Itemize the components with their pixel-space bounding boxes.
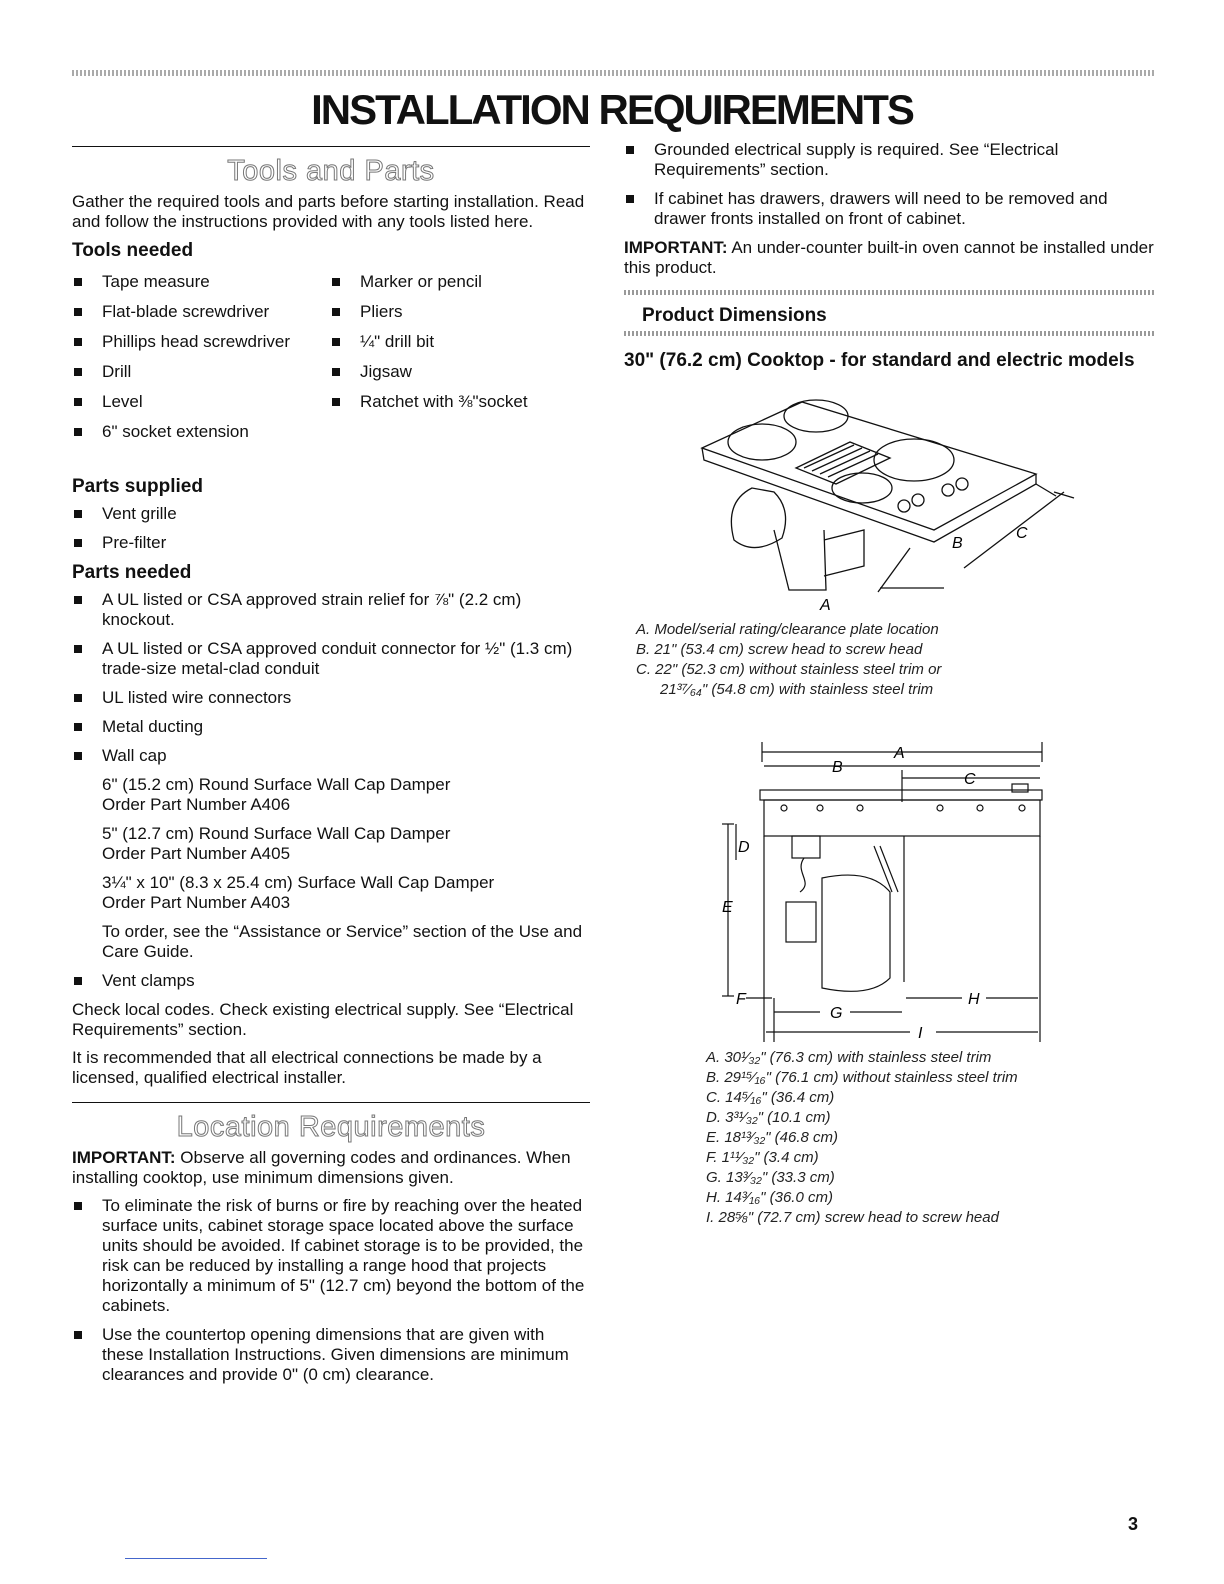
fig2-label-d: D <box>738 839 750 856</box>
caption-line: C. 22" (52.3 cm) without stainless steel trim or <box>636 661 942 678</box>
cooktop-isometric-diagram <box>624 380 1156 620</box>
control-knob <box>912 494 924 506</box>
dotted-rule <box>624 290 1156 295</box>
wallcap-name: 3¼" x 10" (8.3 x 25.4 cm) Surface Wall Cap Damper <box>102 873 495 892</box>
burner-rear-left <box>784 400 848 432</box>
fig1-label-a: A <box>820 597 831 614</box>
fig2-label-f: F <box>736 991 746 1008</box>
order-note: To order, see the “Assistance or Service” section of the Use and Care Guide. <box>102 922 583 961</box>
cooktop-edge <box>702 448 1036 542</box>
electrical-list <box>624 140 1156 229</box>
wire <box>800 858 805 892</box>
caption-line: E. 18¹³⁄₃₂" (46.8 cm) <box>706 1129 839 1146</box>
list-item: Metal ducting <box>72 717 590 737</box>
list-item: Pre-filter <box>72 533 590 553</box>
list-item: Drill <box>72 362 330 382</box>
wallcap-option <box>102 824 590 864</box>
caption-line: B. 21" (53.4 cm) screw head to screw head <box>636 641 923 658</box>
cooktop-body <box>764 800 1040 836</box>
mounting-bracket <box>824 530 864 576</box>
tools-needed-heading: Tools needed <box>72 240 194 261</box>
wallcap-option <box>102 775 590 815</box>
fig1-label-c: C <box>1016 525 1028 542</box>
list-item: A UL listed or CSA approved strain relief for ⅞" (2.2 cm) knockout. <box>72 590 590 630</box>
list-item: UL listed wire connectors <box>72 688 590 708</box>
list-item: ¼" drill bit <box>330 332 588 352</box>
section-rule <box>72 1102 590 1103</box>
list-item: To eliminate the risk of burns or fire by reaching over the heated surface units, cabinet storage space located above the surface units should be avoided. If cabinet storage is to be provided, the risk can be reduced by installing a range hood that projects horizontally a minimum of 5" (12.7 cm) beyond the bottom of the cabinets. <box>72 1196 590 1316</box>
burner-front-right <box>832 473 892 503</box>
list-item: Flat-blade screwdriver <box>72 302 330 322</box>
caption-line: D. 3³¹⁄₃₂" (10.1 cm) <box>706 1109 831 1126</box>
wall-cap-options <box>72 775 590 962</box>
burner-front-left <box>728 424 796 460</box>
tools-intro: Gather the required tools and parts before starting installation. Read and follow the instructions provided with any tools listed here. <box>72 192 585 231</box>
tools-grid <box>72 272 590 458</box>
wallcap-part: Order Part Number A403 <box>102 893 291 912</box>
list-item: Jigsaw <box>330 362 588 382</box>
caption-line: H. 14³⁄₁₆" (36.0 cm) <box>706 1189 833 1206</box>
cooktop-top-surface <box>702 402 1036 530</box>
list-item: Ratchet with ⅜"socket <box>330 392 588 412</box>
list-item: Use the countertop opening dimensions that are given with these Installation Instructions. Given dimensions are minimum clearances and provide 0" (0 cm) clearance. <box>72 1325 590 1385</box>
fig2-label-b: B <box>832 759 843 776</box>
list-item: If cabinet has drawers, drawers will need to be removed and drawer fronts installed on front of cabinet. <box>624 189 1156 229</box>
control-knob <box>956 478 968 490</box>
list-item: A UL listed or CSA approved conduit connector for ½" (1.3 cm) trade-size metal-clad conduit <box>72 639 590 679</box>
fig2-label-i: I <box>918 1025 923 1042</box>
important-label: IMPORTANT: <box>624 238 728 257</box>
trim-rim <box>760 790 1042 800</box>
fig2-label-h: H <box>968 991 980 1008</box>
parts-supplied-heading: Parts supplied <box>72 476 203 497</box>
important-text: An under-counter built-in oven cannot be installed under this product. <box>624 238 1154 277</box>
caption-line: B. 29¹⁵⁄₁₆" (76.1 cm) without stainless steel trim <box>706 1069 1018 1086</box>
right-column <box>624 140 1156 1228</box>
cooktop-heading: 30" (76.2 cm) Cooktop - for standard and electric models <box>624 350 1135 371</box>
location-heading: Location Requirements <box>176 1111 486 1143</box>
caption-line: A. 30¹⁄₃₂" (76.3 cm) with stainless steel trim <box>706 1049 992 1066</box>
important-label: IMPORTANT: <box>72 1148 176 1167</box>
oven-important <box>624 238 1156 278</box>
list-item: Grounded electrical supply is required. See “Electrical Requirements” section. <box>624 140 1156 180</box>
location-list <box>72 1196 590 1385</box>
list-item: Wall cap <box>72 746 590 766</box>
caption-line: A. Model/serial rating/clearance plate location <box>636 621 939 638</box>
recommend-note: It is recommended that all electrical connections be made by a licensed, qualified electrical installer. <box>72 1048 542 1087</box>
section-rule <box>72 146 590 147</box>
parts-supplied-list <box>72 504 590 553</box>
page-number: 3 <box>1128 1514 1139 1534</box>
wallcap-part: Order Part Number A405 <box>102 844 291 863</box>
tools-list-1 <box>72 272 330 452</box>
wallcap-name: 5" (12.7 cm) Round Surface Wall Cap Damper <box>102 824 451 843</box>
wallcap-name: 6" (15.2 cm) Round Surface Wall Cap Damper <box>102 775 451 794</box>
list-item: Vent grille <box>72 504 590 524</box>
location-important <box>72 1148 590 1188</box>
tools-list-2 <box>330 272 588 452</box>
left-column <box>72 146 590 1394</box>
parts-needed-heading: Parts needed <box>72 562 192 583</box>
blower-housing <box>822 875 890 991</box>
fig2-label-e: E <box>722 899 733 916</box>
vent-clamps-list <box>72 971 590 991</box>
caption-line: I. 28⅝" (72.7 cm) screw head to screw head <box>706 1209 999 1226</box>
dotted-rule <box>624 331 1156 336</box>
top-dotted-bar <box>72 70 1156 76</box>
fig1-captions <box>636 620 1156 700</box>
fig2-captions <box>706 1048 1156 1228</box>
wallcap-part: Order Part Number A406 <box>102 795 291 814</box>
list-item: Phillips head screwdriver <box>72 332 330 352</box>
list-item: Tape measure <box>72 272 330 292</box>
list-item: Level <box>72 392 330 412</box>
control-knob <box>898 500 910 512</box>
blower-motor <box>731 488 785 548</box>
blower-fan <box>786 902 816 942</box>
wallcap-option <box>102 873 590 913</box>
fig2-label-g: G <box>830 1005 843 1022</box>
tools-parts-heading: Tools and Parts <box>227 155 435 187</box>
caption-line: G. 13³⁄₃₂" (33.3 cm) <box>706 1169 835 1186</box>
plate <box>1012 784 1028 792</box>
list-item: Vent clamps <box>72 971 590 991</box>
caption-line: C. 14⁵⁄₁₆" (36.4 cm) <box>706 1089 835 1106</box>
caption-line: 21³⁷⁄₆₄" (54.8 cm) with stainless steel trim <box>660 681 934 698</box>
fig1-label-b: B <box>952 535 963 552</box>
caption-line: F. 1¹¹⁄₃₂" (3.4 cm) <box>706 1149 819 1166</box>
list-item: 6" socket extension <box>72 422 330 442</box>
check-codes: Check local codes. Check existing electrical supply. See “Electrical Requirements” section. <box>72 1000 574 1039</box>
fig2-label-a: A <box>894 745 905 762</box>
page-title: INSTALLATION REQUIREMENTS <box>311 86 913 133</box>
junction-box <box>792 836 820 858</box>
product-dimensions-heading: Product Dimensions <box>642 305 827 326</box>
important-text: Observe all governing codes and ordinances. When installing cooktop, use minimum dimensions given. <box>72 1148 571 1187</box>
control-knob <box>942 484 954 496</box>
cooktop-dimension-diagram <box>624 742 1156 1042</box>
list-item: Marker or pencil <box>330 272 588 292</box>
vent-duct <box>774 530 826 590</box>
parts-needed-list <box>72 590 590 766</box>
list-item: Pliers <box>330 302 588 322</box>
fig2-label-c: C <box>964 771 976 788</box>
footer-line <box>125 1558 267 1559</box>
